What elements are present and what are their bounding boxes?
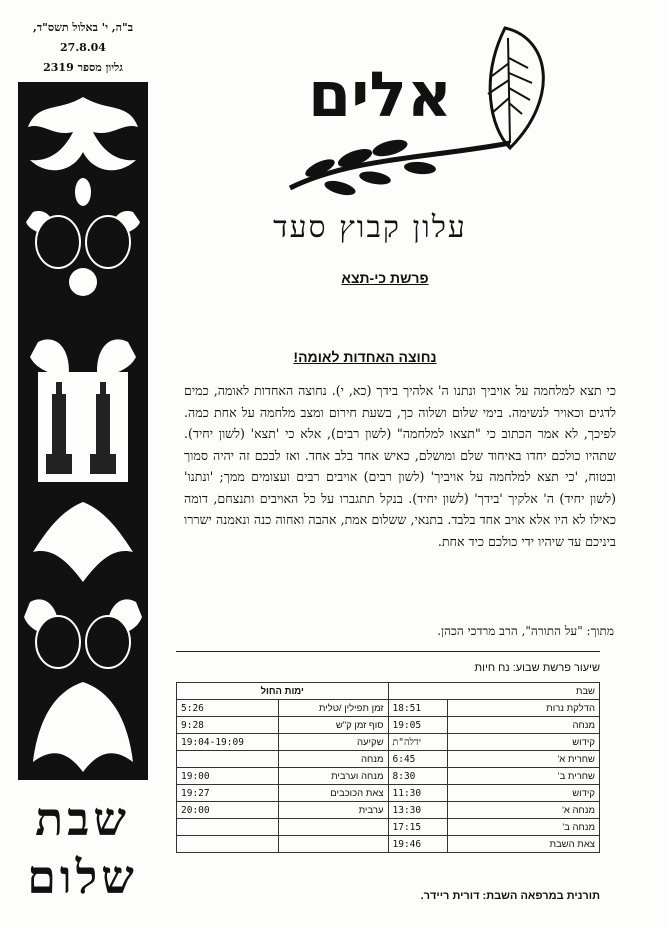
shabbat-label: שחרית א'	[447, 751, 599, 768]
masthead-logo	[260, 18, 560, 218]
shabbat-label: מנחה	[447, 717, 599, 734]
table-header-row	[177, 683, 600, 700]
issue-number: גליון מספר 2319	[43, 61, 123, 74]
weekday-label: מנחה וערבית	[278, 768, 388, 785]
weekday-label	[278, 819, 388, 836]
weekday-time	[177, 836, 279, 853]
table-row	[177, 819, 600, 836]
ornament-pattern	[18, 82, 148, 780]
article-body: כי תצא למלחמה על אויביך ונתנו ה' אלהיך בידך (כא, י). נחוצה האחדות לאומה, כמים לדגים וכאויר לנשימה. בימי שלום ושלוה כך, בשעת חירום ומצב מלחמה על אחת כמה. לפיכך, לא אמר הכתוב כי "תצאו למלחמה" (לשון רבים), אלא כי 'תצא' (לשון יחיד). שתהיו כולכם יחדו באיחוד שלם ומושלם, כאיש אחד בלב אחד. ואז לבכם זה יהיה סמוך ובטוח, 'כי תצא למלחמה על אויביך' (לשון רבים) אויבים רבים ועצומים ממך; 'ונתנו' (לשון יחיד) ה' אלקיך 'בידך' (לשון יחיד). בנקל תתגברו על כל האויבים ותנצחם, דומה כאילו לא היו אלא אויב אחד בלבד. בתנאי, ששלום אמת, אהבה ואחוה כנה ונאמנה ישררו ביניכם עד שיהיו ידי כולכם כיד אחת.	[184, 383, 616, 549]
word-shabbat: שבת	[35, 792, 130, 846]
logo-text: אלים	[307, 58, 453, 131]
weekday-time	[177, 751, 279, 768]
weekday-label: צאת הכוכבים	[278, 785, 388, 802]
table-row	[177, 768, 600, 785]
table-row	[177, 802, 600, 819]
shabbat-time: 11:30	[388, 785, 447, 802]
table-row	[177, 785, 600, 802]
weekday-time: 19:00	[177, 768, 279, 785]
shabbat-time: 18:51	[388, 700, 447, 717]
shabbat-label: מנחה א'	[447, 802, 599, 819]
weekday-label: מנחה	[278, 751, 388, 768]
hebrew-date: ב"ה, י' באלול תשס"ד,	[32, 21, 133, 34]
table-row	[177, 836, 600, 853]
shabbat-time: 13:30	[388, 802, 447, 819]
shabbat-time: 19:46	[388, 836, 447, 853]
weekday-time: 19:04-19:09	[177, 734, 279, 751]
weekday-time	[177, 819, 279, 836]
table-row	[177, 717, 600, 734]
weekday-label: סוף זמן ק"ש	[278, 717, 388, 734]
shabbat-time: 6:45	[388, 751, 447, 768]
clinic-duty: תורנית במרפאה השבת: דורית ריידר.	[420, 890, 600, 902]
divider	[176, 651, 600, 652]
weekday-time: 5:26	[177, 700, 279, 717]
issue-meta	[18, 18, 148, 78]
weekday-label	[278, 836, 388, 853]
masthead-subtitle: עלון קבוץ סעד	[273, 210, 467, 245]
shabbat-label: קידוש	[447, 785, 599, 802]
parasha-title: פרשת כי-תצא	[341, 270, 429, 286]
shabbat-label: קידוש	[447, 734, 599, 751]
shabbat-time: 8:30	[388, 768, 447, 785]
prayer-times-table	[176, 682, 600, 853]
weekday-label: ערבית	[278, 802, 388, 819]
shabbat-label: שחרית ב'	[447, 768, 599, 785]
shabbat-label: הדלקת נרות	[447, 700, 599, 717]
table-row	[177, 734, 600, 751]
gregorian-date: 27.8.04	[60, 41, 106, 54]
shabbat-time: 17:15	[388, 819, 447, 836]
shabbat-shalom-text	[10, 790, 155, 906]
shabbat-header: שבת	[388, 683, 599, 700]
table-row	[177, 700, 600, 717]
weekday-time: 9:28	[177, 717, 279, 734]
weekday-time: 19:27	[177, 785, 279, 802]
article-title: נחוצה האחדות לאומה!	[293, 349, 437, 365]
weekday-header: ימות החול	[177, 683, 389, 700]
table-row	[177, 751, 600, 768]
shabbat-label: צאת השבת	[447, 836, 599, 853]
weekday-time: 20:00	[177, 802, 279, 819]
article-source: מתוך: "על התורה", הרב מרדכי הכהן.	[437, 624, 614, 638]
weekday-label: זמן תפילין /טלית	[278, 700, 388, 717]
shabbat-label: מנחה ב'	[447, 819, 599, 836]
shabbat-time: ידלה"ת	[388, 734, 447, 751]
word-shalom: שלום	[27, 850, 138, 904]
shabbat-time: 19:05	[388, 717, 447, 734]
ornament-column	[18, 82, 148, 780]
weekly-lesson: שיעור פרשת שבוע: נח חיות	[474, 662, 600, 674]
weekday-label: שקיעה	[278, 734, 388, 751]
